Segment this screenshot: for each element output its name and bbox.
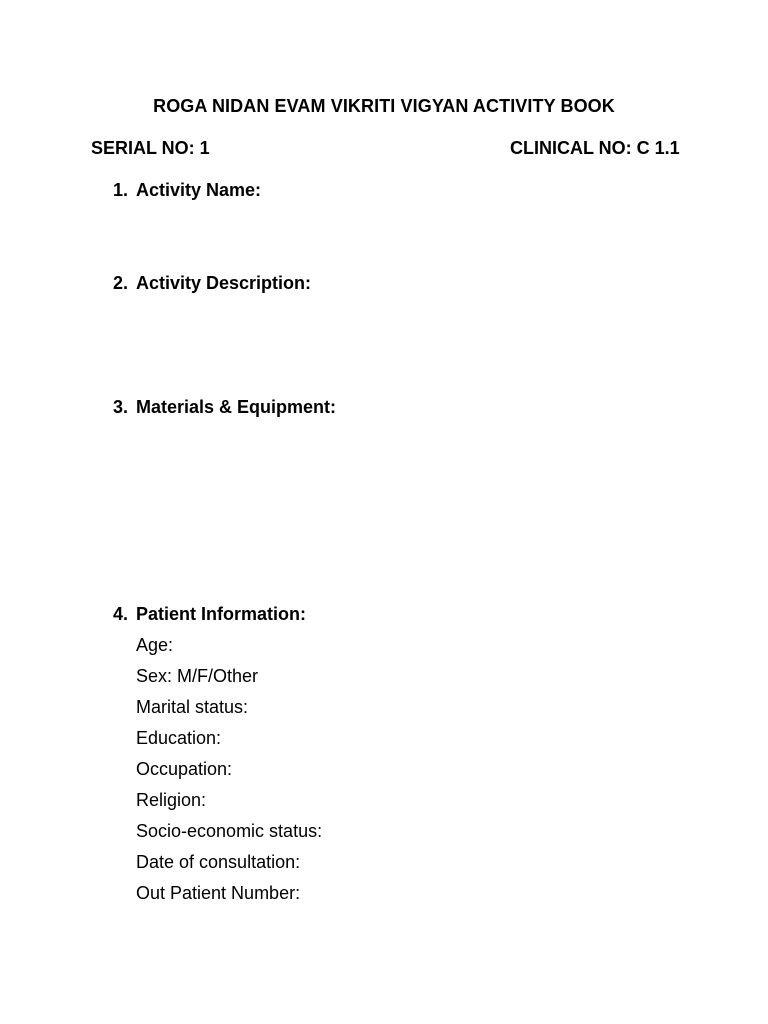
section-label: Activity Name:: [136, 180, 262, 200]
section-label: Materials & Equipment:: [136, 397, 337, 417]
section-label: Activity Description:: [136, 273, 312, 293]
section-materials-equipment: [113, 397, 336, 418]
field-education: Education:: [136, 728, 222, 748]
section-number: 4.: [113, 604, 129, 624]
section-number: 2.: [113, 273, 129, 293]
field-age: Age:: [136, 635, 174, 655]
field-occupation: Occupation:: [136, 759, 233, 779]
field-socio-economic-status: Socio-economic status:: [136, 821, 323, 841]
field-religion: Religion:: [136, 790, 207, 810]
document-title: ROGA NIDAN EVAM VIKRITI VIGYAN ACTIVITY BOOK: [153, 96, 615, 116]
field-out-patient-number: Out Patient Number:: [136, 883, 301, 903]
section-activity-description: [113, 273, 311, 294]
section-label: Patient Information:: [136, 604, 306, 624]
serial-number: SERIAL NO: 1: [91, 138, 210, 158]
field-sex: Sex: M/F/Other: [136, 666, 259, 686]
field-date-of-consultation: Date of consultation:: [136, 852, 301, 872]
section-number: 3.: [113, 397, 129, 417]
field-marital-status: Marital status:: [136, 697, 249, 717]
clinical-number: CLINICAL NO: C 1.1: [510, 138, 680, 158]
section-number: 1.: [113, 180, 129, 200]
section-patient-information: [113, 604, 306, 625]
section-activity-name: [113, 180, 261, 201]
